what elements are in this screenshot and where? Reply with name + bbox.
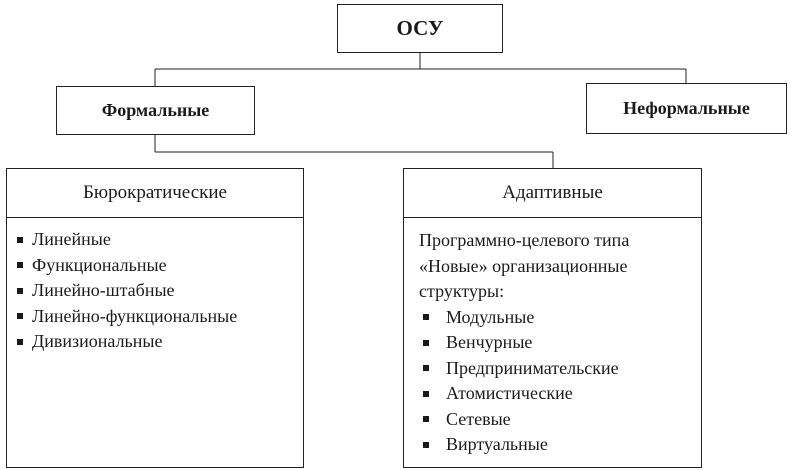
list-item — [419, 432, 701, 458]
list-item — [17, 253, 303, 279]
square-bullet-icon — [17, 339, 23, 345]
list-item — [419, 330, 701, 356]
square-bullet-icon — [17, 237, 23, 243]
list-item — [17, 304, 303, 330]
adaptive-header — [404, 169, 701, 218]
list-item-label: Модульные — [446, 306, 535, 327]
list-item-label: Виртуальные — [446, 434, 548, 454]
list-item-label: Предпринимательские — [446, 357, 619, 378]
list-item-label: Линейно-функциональные — [32, 305, 238, 326]
list-item-label: Линейные — [32, 229, 111, 249]
square-bullet-icon — [423, 365, 429, 371]
list-item — [419, 407, 701, 433]
informal-node — [586, 83, 787, 134]
list-item-label: Сетевые — [446, 408, 511, 429]
list-item-label: Дивизиональные — [32, 331, 163, 351]
list-item — [17, 227, 303, 253]
square-bullet-icon — [17, 262, 23, 268]
adaptive-intro-line: Программно-целевого типа — [419, 230, 630, 250]
list-item-label: Атомистические — [446, 383, 573, 403]
bureaucratic-body — [7, 218, 303, 355]
formal-node — [56, 86, 255, 135]
square-bullet-icon — [423, 314, 429, 320]
adaptive-intro-line: структуры: — [419, 281, 505, 301]
square-bullet-icon — [423, 416, 429, 422]
list-item — [419, 305, 701, 331]
list-item-label: Венчурные — [446, 332, 533, 352]
list-item — [419, 381, 701, 407]
adaptive-body — [404, 218, 701, 458]
adaptive-node — [403, 168, 702, 468]
bureaucratic-header — [7, 169, 303, 218]
square-bullet-icon — [17, 313, 23, 319]
informal-label: Неформальные — [623, 98, 750, 118]
square-bullet-icon — [423, 340, 429, 346]
list-item-label: Функциональные — [32, 254, 167, 275]
adaptive-title: Адаптивные — [502, 182, 603, 203]
root-label: ОСУ — [396, 16, 444, 40]
list-item — [17, 278, 303, 304]
adaptive-intro-line: «Новые» организационные — [419, 255, 628, 276]
list-item-label: Линейно-штабные — [32, 280, 175, 300]
list-item — [17, 329, 303, 355]
bureaucratic-title: Бюрократические — [83, 182, 227, 203]
bureaucratic-list — [17, 227, 303, 355]
square-bullet-icon — [423, 391, 429, 397]
square-bullet-icon — [17, 288, 23, 294]
adaptive-list — [419, 305, 701, 458]
bureaucratic-node — [6, 168, 304, 468]
square-bullet-icon — [423, 442, 429, 448]
root-node — [337, 4, 503, 53]
list-item — [419, 356, 701, 382]
formal-label: Формальные — [101, 100, 210, 120]
